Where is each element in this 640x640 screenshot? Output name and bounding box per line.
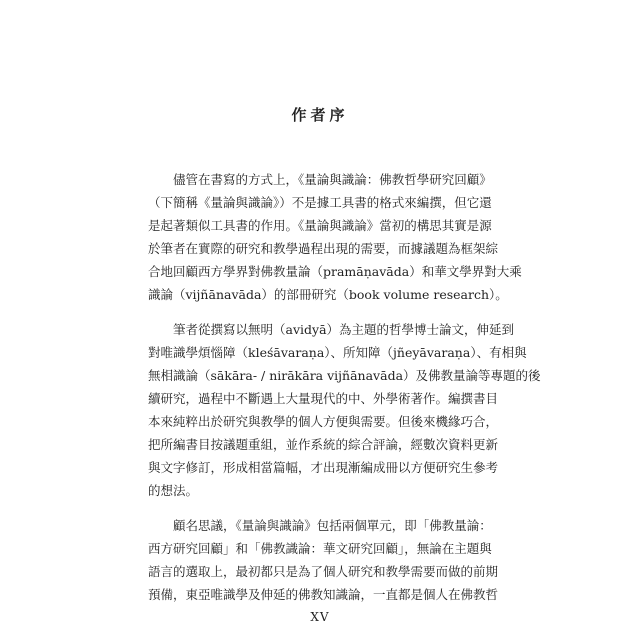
paragraph-1	[148, 168, 522, 306]
text-line: 續研究，過程中不斷遇上大量現代的中、外學術著作。編撰書目	[148, 391, 499, 406]
preface-body	[148, 168, 541, 606]
text-line: 於筆者在實際的研究和教學過程出現的需要，而據議題為框架綜	[148, 241, 499, 256]
text-line: （下簡稱《量論與識論》）不是據工具書的格式來編撰，但它還	[148, 195, 492, 210]
text-line: 語言的選取上，最初都只是為了個人研究和教學需要而做的前期	[148, 564, 499, 579]
text-line: 西方研究回顧」和「佛教識論：華文研究回顧」，無論在主題與	[148, 541, 492, 556]
text-line: 是起著類似工具書的作用。《量論與識論》當初的構思其實是源	[148, 218, 492, 233]
text-line: 無相識論（sākāra- / nirākāra vijñānavāda）及佛教量論等專題的後	[148, 368, 541, 383]
text-line: 顧名思議，《量論與識論》包括兩個單元，即「佛教量論：	[148, 518, 492, 533]
text-line: 把所編書目按議題重組，並作系統的綜合評論，經數次資料更新	[148, 437, 499, 452]
text-line: 對唯識學煩惱障（kleśāvaraṇa）、所知障（jñeyāvaraṇa）、有相與	[148, 345, 527, 360]
text-line: 與文字修訂，形成相當篇幅，才出現漸編成冊以方便研究生參考	[148, 460, 499, 475]
page-number: XV	[310, 610, 330, 624]
text-line: 的想法。	[148, 483, 199, 498]
text-line: 識論（vijñānavāda）的部冊研究（book volume research）。	[148, 287, 508, 302]
text-line: 本來純粹出於研究與教學的個人方便與需要。但後來機緣巧合，	[148, 414, 499, 429]
paragraph-3	[148, 514, 499, 606]
text-line: 儘管在書寫的方式上，《量論與識論：佛教哲學研究回顧》	[148, 172, 492, 187]
page-title: 作者序	[291, 106, 349, 124]
text-line: 合地回顧西方學界對佛教量論（pramāṇavāda）和華文學界對大乘	[148, 264, 522, 279]
paragraph-2	[148, 318, 541, 502]
text-line: 預備，東亞唯識學及伸延的佛教知識論，一直都是個人在佛教哲	[148, 587, 499, 602]
text-line: 筆者從撰寫以無明（avidyā）為主題的哲學博士論文，伸延到	[148, 322, 515, 337]
